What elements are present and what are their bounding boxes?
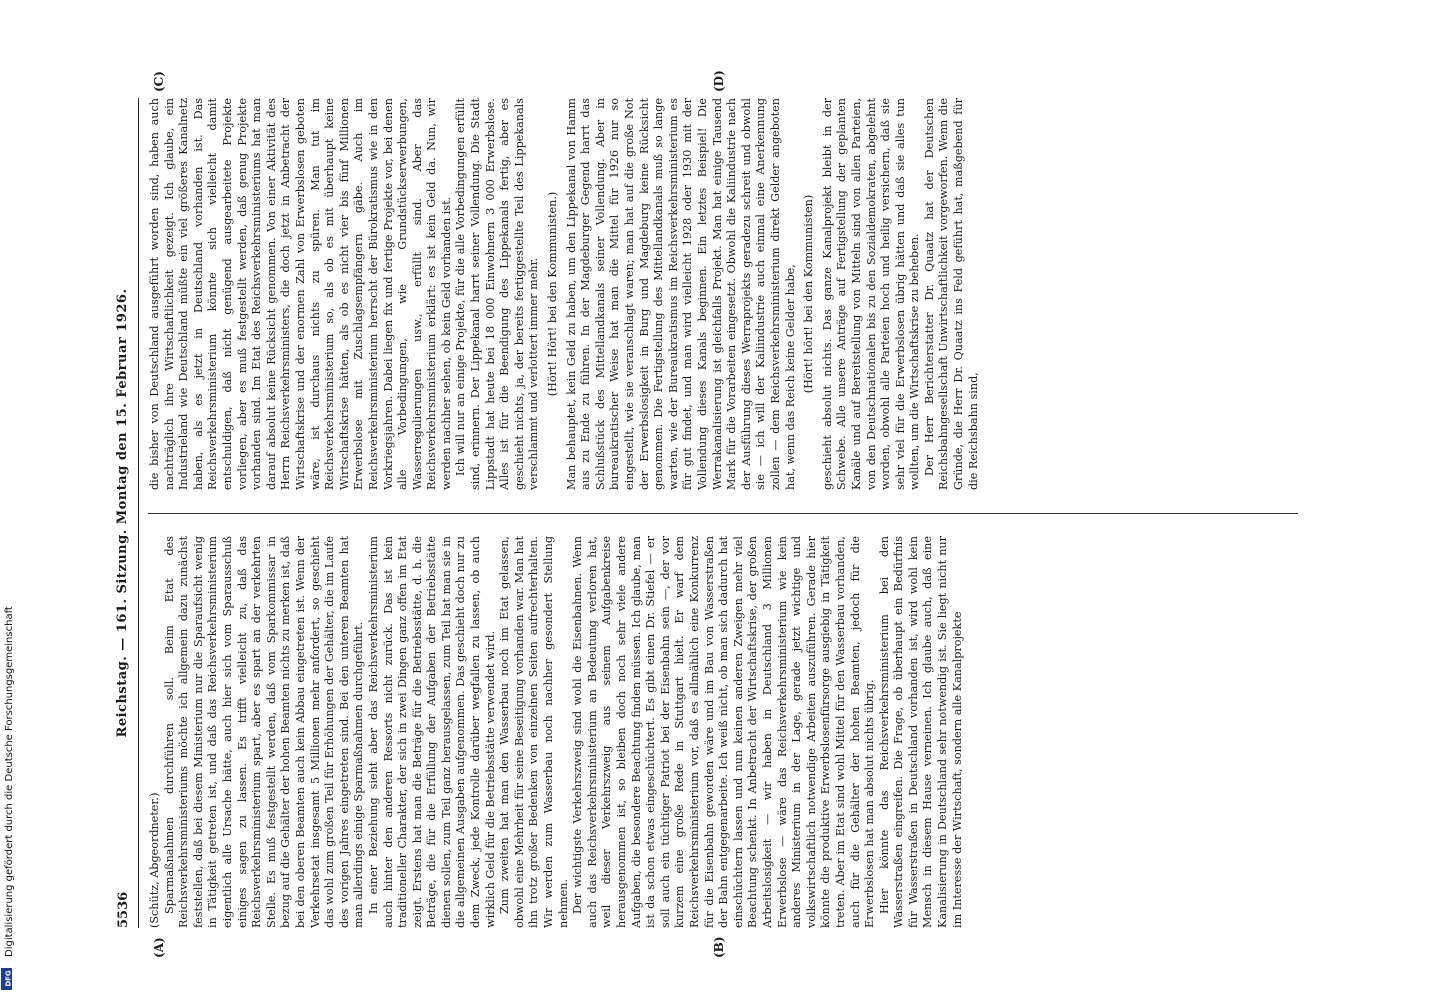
right-paragraph: die bisher von Deutschland ausgeführt worden sind, haben auch nachträglich ihre Wirtschaftlichkeit gezeigt. Ich glaube, ein Industrieland wie Deutschland müßte ein viel größeres Kanalnetz haben, als es jetzt in Deutschland vorhanden ist. Das Reichsverkehrsministerium könnte sich vielleicht damit entschuldigen, daß nicht genügend ausgearbeitete Projekte vorliegen, aber es muß festgestellt werden, daß genug Projekte vorhanden sind. Im Etat des Reichsverkehrsministeriums hat man darauf absolut keine Rücksicht genommen. Von einer Aktivität des Herrn Reichsverkehrsministers, die doch jetzt in Anbetracht der Wirtschaftskrise und der enormen Zahl von Erwerbslosen geboten wäre, ist durchaus nichts zu spüren. Man tut im Reichsverkehrsministerium so, als ob es mit überhaupt keine Wirtschaftskrise hätten, als ob es nicht vier bis fünf Millionen Erwerbslose mit Zuschlagsempfängern gäbe. Auch im Reichsverkehrsministerium herrscht der Bürokratismus wie in den Vorkriegsjahren. Dabei liegen fix und fertige Projekte vor, bei denen alle Vorbedingungen, wie Grundstückserwerbungen, Wasserregulierungen usw., erfüllt sind. Aber das Reichsverkehrsministerium erklärt: es ist kein Geld da. Nun, wir werden nachher sehen, ob kein Geld vorhanden ist. bbox=[148, 98, 453, 490]
page-number: 5536 bbox=[116, 891, 131, 928]
margin-marker-c: (C) bbox=[152, 71, 166, 92]
left-column bbox=[148, 536, 1303, 928]
page-content bbox=[112, 70, 1307, 958]
left-paragraph: In einer Beziehung sieht aber das Reichsverkehrsministerium auch hinter den anderen Ressorts nicht zurück. Das ist kein traditioneller Charakter, der sich in zwei Dingen ganz offen im Etat zeigt. Erstens hat man die Beträge für die Betriebsstätte, d. h. die Beträge, die für die Erfüllung der Aufgaben der Betriebsstätte dienen sollen, zum Teil ganz herausgelassen, zum Teil hat man sie in die allgemeinen Ausgaben aufgenommen. Das geschieht doch nur zu dem Zweck, jede Kontrolle darüber wegfallen zu lassen, ob auch wirklich Geld für die Betriebsstätte verwendet wird. bbox=[366, 536, 497, 928]
left-paragraph: Der wichtigste Verkehrszweig sind wohl die Eisenbahnen. Wenn auch das Reichsverkehrsministerium an Bedeutung verloren hat, weil dieser Verkehrszweig aus seinem Aufgabenkreise herausgenommen ist, so bleiben doch noch sehr viele andere Aufgaben, die besondere Beachtung finden müssen. Ich glaube, man ist da schon etwas eingeschüchtert. Es gibt einen Dr. Stiefel — er soll auch ein tüchtiger Patriot bei der Eisenbahn sein —, der vor kurzem eine große Rede in Stuttgart hielt. Er warf dem Reichsverkehrsministerium vor, daß es allmählich eine Konkurrenz für die Eisenbahn geworden wäre und im Bau von Wasserstraßen der Bahn entgegenarbeite. Ich weiß nicht, ob man sich dadurch hat einschüchtern lassen und nun keinen anderen Zweigen mehr viel Beachtung schenkt. In Anbetracht der Wirtschaftskrise, der großen Arbeitslosigkeit — wir haben in Deutschland 3 Millionen Erwerbslose — wäre das Reichsverkehrsministerium wie kein anderes Ministerium in der Lage, gerade jetzt wichtige und volkswirtschaftlich notwendige Arbeiten auszuführen. Gerade hier könnte die produktive Erwerbslosenfürsorge ausgiebig in Tätigkeit treten. Aber im Etat sind wohl Mittel für den Wasserbau vorhanden, auch für die Gehälter der hohen Beamten, jedoch für die Erwerbslosen hat man absolut nichts übrig. bbox=[571, 536, 877, 928]
right-paragraph: Der Herr Berichterstatter Dr. Quaatz hat der Deutschen Reichsbahngesellschaft Unwirtschaftlichkeit vorgeworfen. Wenn die Gründe, die Herr Dr. Quaatz ins Feld geführt hat, maßgebend für die Reichsbahn sind, bbox=[922, 98, 980, 490]
dfg-logo bbox=[1, 968, 12, 990]
scanned-page bbox=[112, 70, 1307, 958]
left-paragraph: Zum zweiten hat man den Wasserbau noch im Etat gelassen, obwohl eine Mehrheit für seine Beseitigung vorhanden war. Man hat ihn trotz großer Bedenken von einzelnen Seiten aufrechterhalten. Wir werden zum Wasserbau noch nachher gesondert Stellung nehmen. bbox=[498, 536, 570, 928]
margin-marker-a: (A) bbox=[152, 937, 166, 958]
column-divider bbox=[148, 513, 1298, 514]
dfg-logo-text: DFG bbox=[4, 970, 13, 987]
page-title: Reichstag. — 161. Sitzung. Montag den 15. Februar 1926. bbox=[115, 288, 130, 738]
right-paragraph: Man behauptet, kein Geld zu haben, um den Lippekanal von Hamm aus zu Ende zu führen. In der Magdeburger Gegend harrt das Schlußstück des Mittellandkanals seiner Vollendung. Aber in bureaukratischer Weise hat man die Mittel für 1926 nur so eingestellt, wie sie veranschlagt waren; man hat auf die große Not der Erwerbslosigkeit in Burg und Magdeburg keine Rücksicht genommen. Die Fertigstellung des Mittellandkanals muß so lange warten, wie der Bureaukratismus im Reichsverkehrsministerium es für gut findet, und man wird vielleicht 1928 oder 1930 mit der Vollendung dieses Kanals beginnen. Ein letztes Beispiel! Die Werrakanalisierung ist gleichfalls Projekt. Man hat einige Tausend Mark für die Vorarbeiten eingesetzt. Obwohl die Kaliindustrie nach der Ausführung dieses Werraprojekts geradezu schreit und obwohl sie — ich will der Kaliindustrie auch einmal eine Anerkennung zollen — dem Reichsverkehrsministerium direkt Gelder angeboten hat, wenn das Reich keine Gelder habe, bbox=[564, 98, 797, 490]
left-paragraph: Sparmaßnahmen durchführen soll. Beim Etat des Reichsverkehrsministeriums möchte ich allgemein dazu zunächst feststellen, daß bei diesem Ministerium nur die Sparaufsicht wenig in Tätigkeit getreten ist, und daß das Reichsverkehrsministerium eigentlich alle Ursache hätte, auch hier sich vom Sparausschuß einiges sagen zu lassen. Es trifft vielleicht zu, daß das Reichsverkehrsministerium spart, aber es spart an der verkehrten Stelle. Es muß festgestellt werden, daß vom Sparkommissar in bezug auf die Gehälter der hohen Beamten nichts zu merken ist, daß bei den oberen Beamten auch kein Abbau eingetreten ist. Wenn der Verkehrsetat insgesamt 5 Millionen mehr anfordert, so geschieht das wohl zum großen Teil für Erhöhungen der Gehälter, die im Laufe des vorigen Jahres eingetreten sind. Bei den unteren Beamten hat man allerdings einige Sparmaßnahmen durchgeführt. bbox=[162, 536, 366, 928]
interjection: (Hört! hört! bei den Kommunisten) bbox=[802, 194, 816, 394]
right-paragraph: Ich will nur an einige Projekte, für die alle Vorbedingungen erfüllt sind, erinnern. Der Lippekanal harrt seiner Vollendung. Die Stadt Lippstadt hat heute bei 18 000 Einwohnern 3 000 Erwerbslose. Alles ist für die Beendigung des Lippekanals fertig, aber es geschieht nichts, ja, der bereits fertiggestellte Teil des Lippekanals verschlammt und verlottert immer mehr. bbox=[454, 98, 541, 490]
left-paragraph: Hier könnte das Reichsverkehrsministerium bei den Wasserstraßen eingreifen. Die Frage, ob überhaupt ein Bedürfnis für Wasserstraßen in Deutschland vorhanden ist, wird wohl kein Mensch in diesem Hause verneinen. Ich glaube auch, daß eine Kanalisierung in Deutschland sehr notwendig ist. Sie liegt nicht nur im Interesse der Wirtschaft, sondern alle Kanalprojekte bbox=[877, 536, 964, 928]
digitization-credit bbox=[0, 0, 14, 1000]
right-paragraph: geschieht absolut nichts. Das ganze Kanalprojekt bleibt in der Schwebe. Alle unsere Anträge auf Fertigstellung der geplanten Kanäle und auf Bereitstellung von Mitteln sind von allen Parteien, von den Deutschnationalen bis zu den Sozialdemokraten, abgelehnt worden, obwohl alle Parteien hoch und heilig versichern, daß sie sehr viel für die Erwerbslosen übrig hätten und daß sie alles tun wollten, um die Wirtschaftskrise zu beheben. bbox=[820, 98, 922, 490]
margin-marker-b: (B) bbox=[712, 936, 726, 958]
speaker-label: (Schütz, Abgeordneter.) bbox=[148, 792, 161, 928]
margin-marker-d: (D) bbox=[712, 70, 726, 92]
right-column bbox=[148, 98, 1303, 490]
page-header bbox=[112, 98, 139, 928]
credit-text: Digitalisierung gefördert durch die Deutsche Forschungsgemeinschaft bbox=[4, 606, 15, 957]
interjection: (Hört! Hört! bei den Kommunisten.) bbox=[546, 191, 560, 397]
